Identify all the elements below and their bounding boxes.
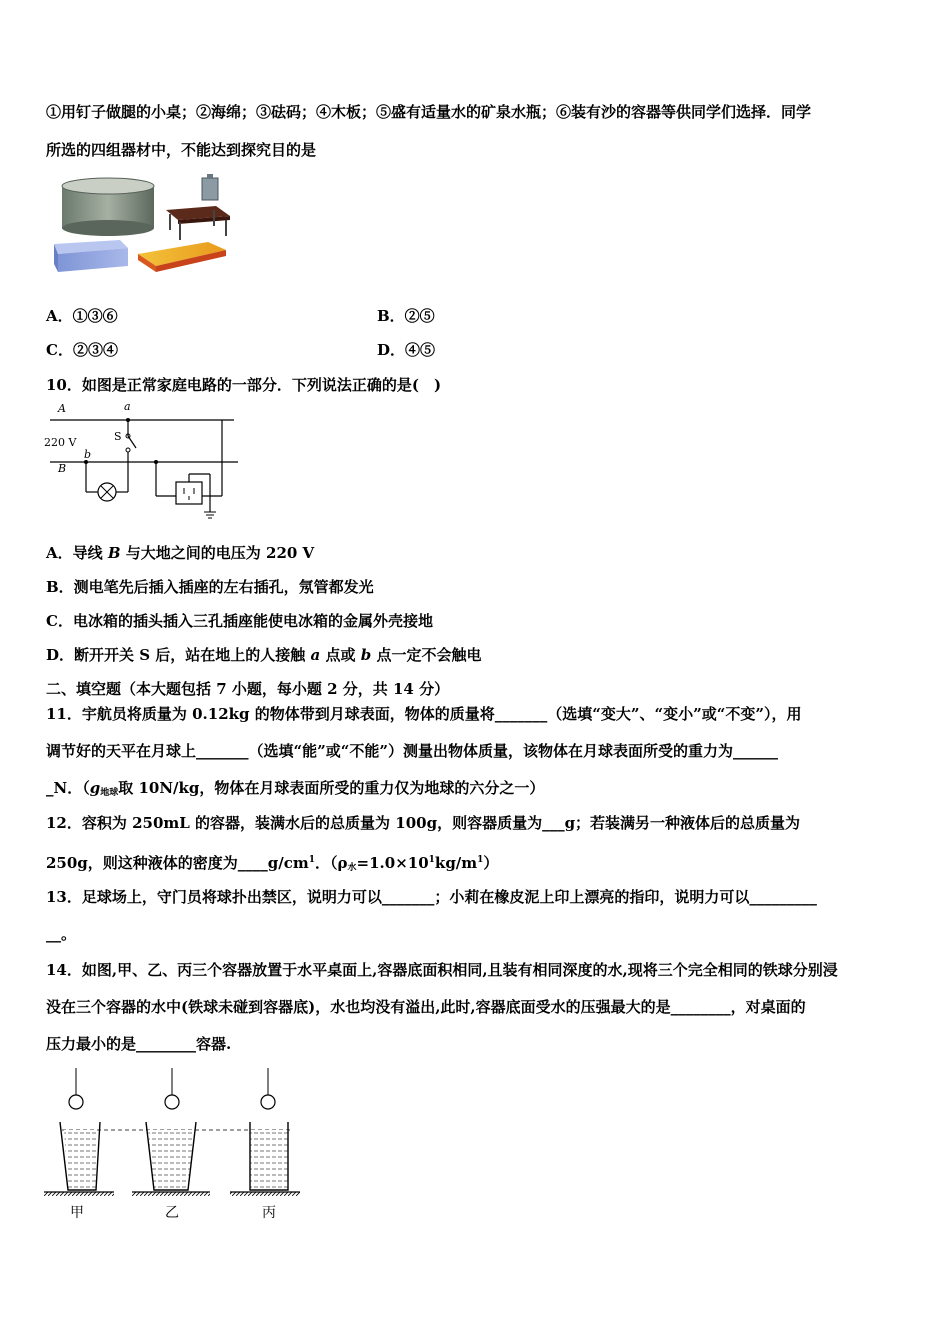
q10-option-b[interactable]: B．测电笔先后插入插座的左右插孔，氖管都发光 [46, 578, 374, 596]
q10-option-a-var: B [107, 544, 121, 562]
q12-line2-end: ） [483, 854, 499, 872]
switch-label: S [114, 430, 122, 443]
q11-line3-post: 取 10N/kg，物体在月球表面所受的重力仅为地球的六分之一） [118, 779, 545, 797]
q9-stem-line2: 所选的四组器材中，不能达到探究目的是 [46, 141, 317, 159]
container-bing [250, 1068, 288, 1190]
label-yi: 乙 [165, 1205, 179, 1221]
container-jia [60, 1068, 100, 1190]
q11-g-symbol: g [89, 779, 101, 797]
q13-line1: 13．足球场上，守门员将球扑出禁区，说明力可以_______；小莉在橡皮泥上印上漂亮的指印，说明力可以_________ [46, 888, 817, 906]
voltage-label: 220 V [44, 436, 77, 449]
q10-option-d-var-a: a [310, 646, 321, 664]
wooden-board-icon [138, 242, 226, 272]
q12-line2-unit: kg/m [434, 854, 478, 872]
q14-containers-diagram [44, 1064, 304, 1224]
q12-sup1: 1 [308, 855, 316, 865]
weight-icon [202, 174, 218, 200]
point-b-label: b [84, 448, 92, 461]
q10-option-d[interactable] [46, 645, 482, 665]
sponge-icon [54, 240, 128, 272]
q11-g-subscript: 地球 [100, 788, 119, 798]
q10-option-d-mid: 点或 [325, 646, 356, 664]
q9-option-d[interactable]: D．④⑤ [377, 341, 436, 359]
q11-line1: 11．宇航员将质量为 0.12kg 的物体带到月球表面，物体的质量将_______（选填“变大”、“变小”或“不变”），用 [46, 705, 802, 723]
label-jia: 甲 [70, 1205, 84, 1221]
q12-line2 [46, 850, 498, 878]
q12-line2-mid: ．（ρ [315, 854, 348, 872]
wire-b-label: B [58, 462, 67, 475]
label-bing: 丙 [262, 1205, 276, 1221]
q14-line1: 14．如图,甲、乙、丙三个容器放置于水平桌面上,容器底面积相同,且装有相同深度的水,现将三个完全相同的铁球分别浸 [46, 961, 838, 979]
q14-line3: 压力最小的是________容器. [46, 1035, 232, 1053]
q11-line3-pre: _N．（ [46, 779, 90, 797]
small-table-icon [166, 206, 230, 240]
q10-option-d-var-b: b [360, 646, 372, 664]
section-heading: 二、填空题（本大题包括 7 小题，每小题 2 分，共 14 分） [46, 680, 450, 698]
q10-stem: 10．如图是正常家庭电路的一部分．下列说法正确的是( ) [46, 376, 442, 394]
q9-stem-line1: ①用钉子做腿的小桌；②海绵；③砝码；④木板；⑤盛有适量水的矿泉水瓶；⑥装有沙的容器等供同学们选择．同学 [46, 103, 812, 121]
container-yi [146, 1068, 196, 1190]
q10-option-a[interactable] [46, 543, 314, 563]
q14-line2: 没在三个容器的水中(铁球未碰到容器底)，水也均没有溢出,此时,容器底面受水的压强最大的是________，对桌面的 [46, 998, 806, 1016]
wire-a-label: A [58, 402, 66, 415]
q12-line2-pre: 250g，则这种液体的密度为____g/cm [46, 854, 309, 872]
q12-rho-subscript: 水 [347, 863, 357, 873]
q9-option-c[interactable]: C．②③④ [46, 341, 118, 359]
q12-line2-eq: =1.0×10 [356, 854, 429, 872]
q9-equipment-image [48, 172, 238, 284]
q9-option-a[interactable]: A．①③⑥ [46, 307, 118, 325]
q11-line2: 调节好的天平在月球上_______（选填“能”或“不能”）测量出物体质量，该物体在月球表面所受的重力为______ [46, 742, 779, 760]
q12-line1: 12．容积为 250mL 的容器，装满水后的总质量为 100g，则容器质量为___g；若装满另一种液体后的总质量为 [46, 814, 801, 832]
sand-container-icon [62, 178, 154, 236]
q12-sup2: 1 [428, 855, 435, 865]
q13-line2: __。 [46, 925, 77, 943]
point-a-label: a [124, 400, 131, 413]
q9-option-b[interactable]: B．②⑤ [377, 307, 435, 325]
q10-option-d-prefix: D．断开开关 S 后，站在地上的人接触 [46, 646, 306, 664]
q10-option-c[interactable]: C．电冰箱的插头插入三孔插座能使电冰箱的金属外壳接地 [46, 612, 433, 630]
q10-circuit-diagram [44, 402, 244, 522]
q10-option-a-prefix: A．导线 [46, 544, 103, 562]
q10-option-d-rest: 点一定不会触电 [376, 646, 482, 664]
q10-option-a-rest: 与大地之间的电压为 220 V [125, 544, 315, 562]
q12-sup3: 1 [477, 855, 484, 865]
q11-line3 [46, 778, 544, 803]
